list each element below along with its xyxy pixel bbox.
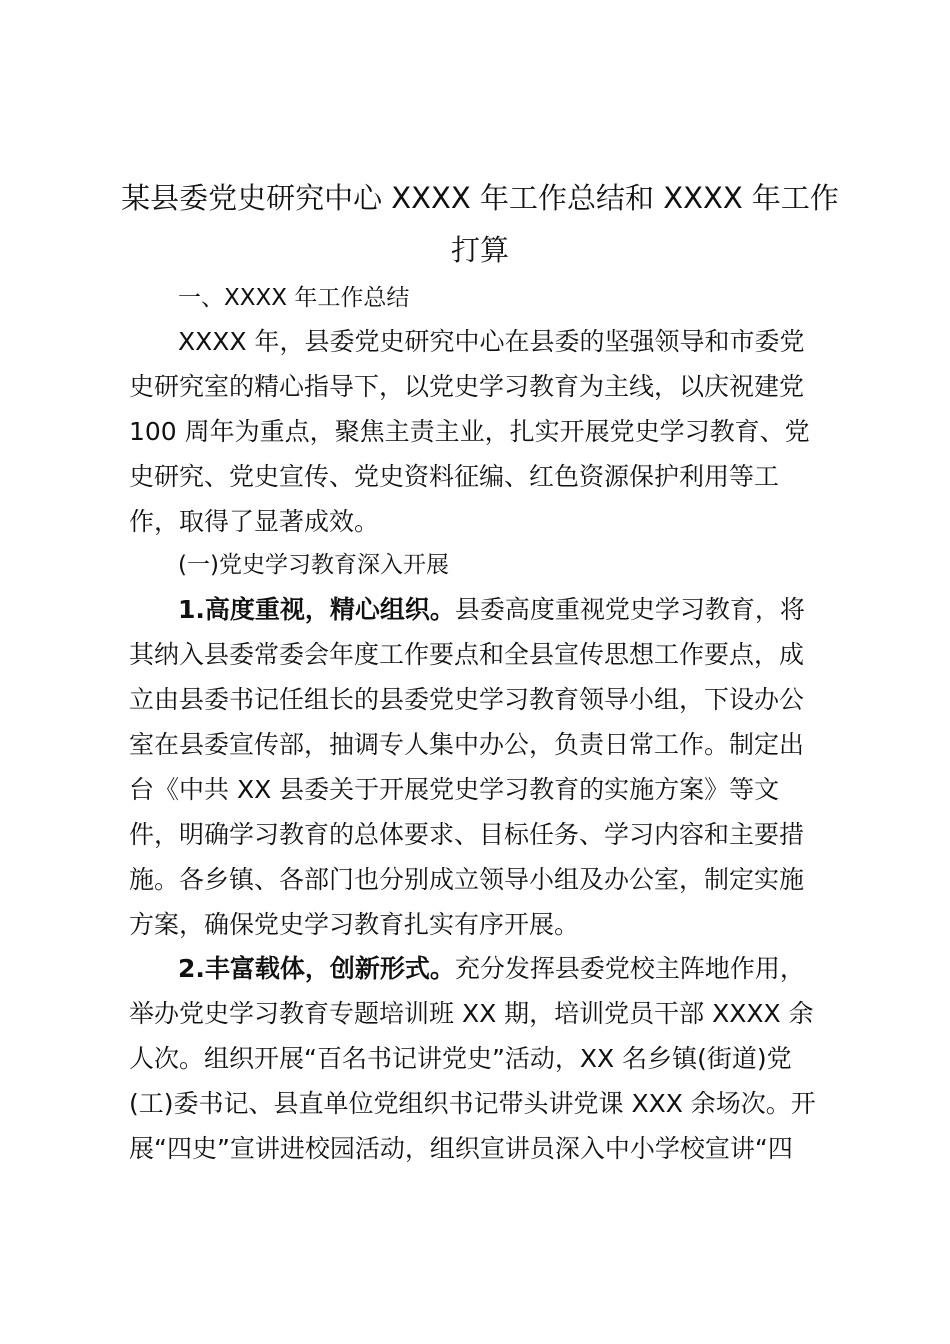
paragraph-line: 史研究室的精心指导下，以党史学习教育为主线，以庆祝建党 (129, 372, 805, 401)
paragraph-line: 件，明确学习教育的总体要求、目标任务、学习内容和主要措 (129, 820, 805, 849)
paragraph-line: 其纳入县委常委会年度工作要点和全县宣传思想工作要点，成 (129, 640, 805, 669)
item-first-line (178, 952, 805, 986)
paragraph-line: 举办党史学习教育专题培训班 XX 期，培训党员干部 XXXX 余 (129, 999, 814, 1028)
paragraph-line: 室在县委宣传部，抽调专人集中办公，负责日常工作。制定出 (129, 730, 805, 759)
paragraph-line: 100 周年为重点，聚焦主责主业，扎实开展党史学习教育、党 (129, 417, 810, 446)
document-title-line-1: 某县委党史研究中心 XXXX 年工作总结和 XXXX 年工作 (121, 181, 839, 215)
item-text: 县委高度重视党史学习教育，将 (454, 595, 805, 624)
item-title: 2.丰富载体，创新形式。 (178, 954, 455, 983)
paragraph-line: (工)委书记、县直单位党组织书记带头讲党课 XXX 余场次。开 (129, 1089, 816, 1118)
item-first-line (178, 593, 805, 627)
paragraph-line: 史研究、党史宣传、党史资料征编、红色资源保护利用等工 (129, 462, 780, 491)
item-title: 1.高度重视，精心组织。 (178, 595, 455, 624)
item-text: 充分发挥县委党校主阵地作用， (454, 954, 805, 983)
paragraph-line: 台《中共 XX 县委关于开展党史学习教育的实施方案》等文 (129, 775, 780, 804)
paragraph-line: 展“四史”宣讲进校园活动，组织宣讲员深入中小学校宣讲“四 (129, 1134, 793, 1163)
paragraph-line: XXXX 年，县委党史研究中心在县委的坚强领导和市委党 (178, 327, 805, 356)
paragraph-line: 立由县委书记任组长的县委党史学习教育领导小组，下设办公 (129, 685, 805, 714)
paragraph-line: 施。各乡镇、各部门也分别成立领导小组及办公室，制定实施 (129, 865, 805, 894)
paragraph-line: 作，取得了显著成效。 (129, 507, 380, 536)
paragraph-line: 方案，确保党史学习教育扎实有序开展。 (129, 910, 580, 939)
subsection-heading: (一)党史学习教育深入开展 (178, 552, 449, 578)
document-title-line-2: 打算 (450, 233, 509, 267)
paragraph-line: 人次。组织开展“百名书记讲党史”活动，XX 名乡镇(街道)党 (129, 1044, 792, 1073)
section-heading: 一、XXXX 年工作总结 (178, 285, 410, 311)
